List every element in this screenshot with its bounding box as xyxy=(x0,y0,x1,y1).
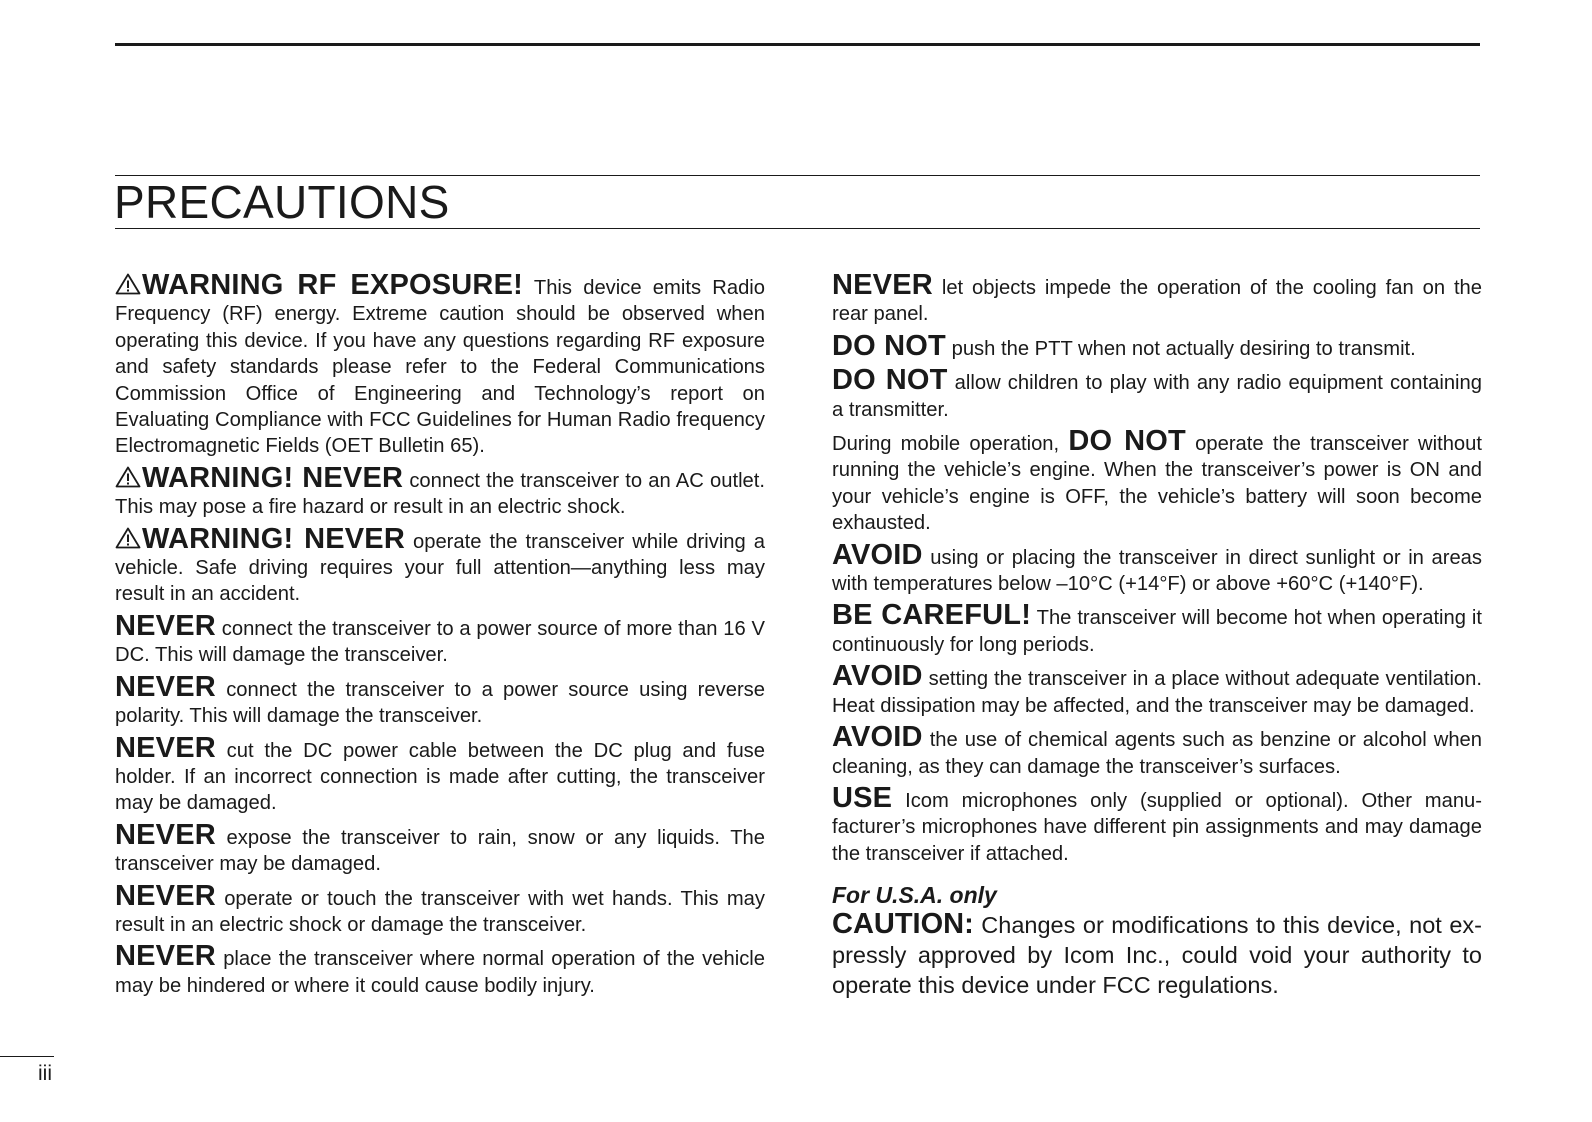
precaution-text: expose the transceiver to rain, snow or any liquids. The transceiver may be damaged. xyxy=(115,826,765,876)
precaution-item xyxy=(115,731,765,817)
precaution-item xyxy=(832,269,1483,328)
precaution-keyword: WARNING! NEVER xyxy=(142,522,405,555)
precaution-keyword: AVOID xyxy=(832,538,923,571)
warning-triangle-icon xyxy=(115,527,141,549)
precaution-item xyxy=(832,329,1482,362)
precaution-keyword: DO NOT xyxy=(832,364,948,397)
right-column xyxy=(832,269,1483,1000)
precaution-text: operate or touch the transceiver with wet hands. This may result in an electric shock or damage the transceiver. xyxy=(115,887,765,936)
page-number: iii xyxy=(38,1062,52,1085)
precaution-item xyxy=(832,781,1483,867)
caution-paragraph xyxy=(832,909,1482,1000)
precaution-item xyxy=(115,609,766,669)
precaution-keyword: DO NOT xyxy=(832,329,946,362)
precaution-text: This device emits Radio Frequency (RF) energy. Extreme caution should be observed when operating this device. If you have any questions regarding RF exposure and safety standards please refer to the Federal Communications Commission Office of Engineering and Technology’s report on Evaluating Compliance with FCC Guidelines for Human Radio frequency Electromagnetic Fields (OET Bulletin 65). xyxy=(115,277,766,458)
precaution-item xyxy=(115,670,765,730)
precaution-keyword: NEVER xyxy=(115,670,216,703)
precaution-item xyxy=(832,538,1482,598)
precaution-keyword: WARNING! NEVER xyxy=(142,461,404,494)
precaution-keyword: NEVER xyxy=(115,731,216,764)
precaution-item xyxy=(115,522,765,608)
precaution-text: using or placing the transceiver in direct sunlight or in areas with temperatures below –10°C (+14°F) or above +60°C (+140°F). xyxy=(832,546,1482,596)
precaution-text: Icom microphones only (supplied or optional). Other manufacturer’s microphones have different pin assignments and may damage the transceiver if attached. xyxy=(832,789,1483,865)
precaution-keyword: NEVER xyxy=(115,940,216,973)
precaution-item xyxy=(115,818,765,878)
warning-triangle-icon xyxy=(115,273,141,295)
precaution-prefix: During mobile operation, xyxy=(832,433,1060,456)
precaution-keyword: DO NOT xyxy=(1068,425,1186,458)
caution-text: Changes or modifications to this device, not expressly approved by Icom Inc., could void your authority to operate this device under FCC regulations. xyxy=(832,912,1482,999)
precaution-item xyxy=(832,599,1483,658)
precaution-text: connect the transceiver to a power source of more than 16 V DC. This will damage the transceiver. xyxy=(115,617,766,667)
precaution-item xyxy=(832,660,1482,719)
usa-note-heading: For U.S.A. only xyxy=(832,882,997,909)
precaution-keyword: NEVER xyxy=(115,879,216,912)
top-rule xyxy=(115,43,1480,46)
left-column xyxy=(115,269,766,1004)
precaution-keyword: BE CAREFUL! xyxy=(832,599,1032,632)
precaution-keyword: NEVER xyxy=(115,609,216,642)
precaution-item xyxy=(115,940,765,999)
page-title: PRECAUTIONS xyxy=(114,176,450,228)
precaution-text: setting the transceiver in a place without adequate ventilation. Heat dissipation may be affected, and the transceiver may be damaged. xyxy=(832,668,1482,717)
precaution-text: operate the transceiver without running the vehicle’s engine. When the transceiver’s power is ON and your vehicle’s engine is OFF, the vehicle’s battery will soon become exhausted. xyxy=(832,433,1482,535)
precaution-item xyxy=(115,461,765,521)
precaution-text: connect the transceiver to an AC outlet. This may pose a fire hazard or result in an electric shock. xyxy=(115,469,765,519)
precaution-keyword: WARNING RF EXPOSURE! xyxy=(142,269,523,301)
precaution-text: place the transceiver where normal operation of the vehicle may be hindered or where it could cause bodily injury. xyxy=(115,948,765,997)
warning-triangle-icon xyxy=(115,466,141,488)
precaution-text: cut the DC power cable between the DC plug and fuse holder. If an incorrect connection is made after cutting, the transceiver may be damaged. xyxy=(115,739,765,815)
precaution-text: push the PTT when not actually desiring to transmit. xyxy=(951,337,1416,360)
precaution-keyword: NEVER xyxy=(115,818,216,851)
caution-keyword: CAUTION: xyxy=(832,908,974,941)
usa-caution-block xyxy=(832,881,1482,1000)
precaution-text: let objects impede the operation of the cooling fan on the rear panel. xyxy=(832,277,1483,326)
precaution-text: the use of chemical agents such as benzine or alcohol when cleaning, as they can damage the transceiver’s surfaces. xyxy=(832,729,1483,778)
precaution-keyword: NEVER xyxy=(832,269,933,301)
title-rule-bottom xyxy=(115,228,1480,229)
precaution-keyword: USE xyxy=(832,781,893,814)
precaution-text: operate the transceiver while driving a vehicle. Safe driving requires your full attention—anything less may result in an accident. xyxy=(115,530,765,606)
precaution-item xyxy=(832,425,1482,537)
precaution-item xyxy=(832,721,1483,780)
precaution-text: allow children to play with any radio equipment containing a transmitter. xyxy=(832,372,1482,421)
footer-rule xyxy=(0,1056,54,1057)
precaution-item xyxy=(115,879,765,939)
precaution-keyword: AVOID xyxy=(832,721,923,754)
precaution-item xyxy=(832,364,1482,423)
precaution-text: The transceiver will become hot when operating it continuously for long periods. xyxy=(832,607,1483,656)
precaution-item xyxy=(115,269,766,460)
precaution-keyword: AVOID xyxy=(832,660,923,693)
precaution-text: connect the transceiver to a power source using reverse polarity. This will damage the transceiver. xyxy=(115,678,765,728)
